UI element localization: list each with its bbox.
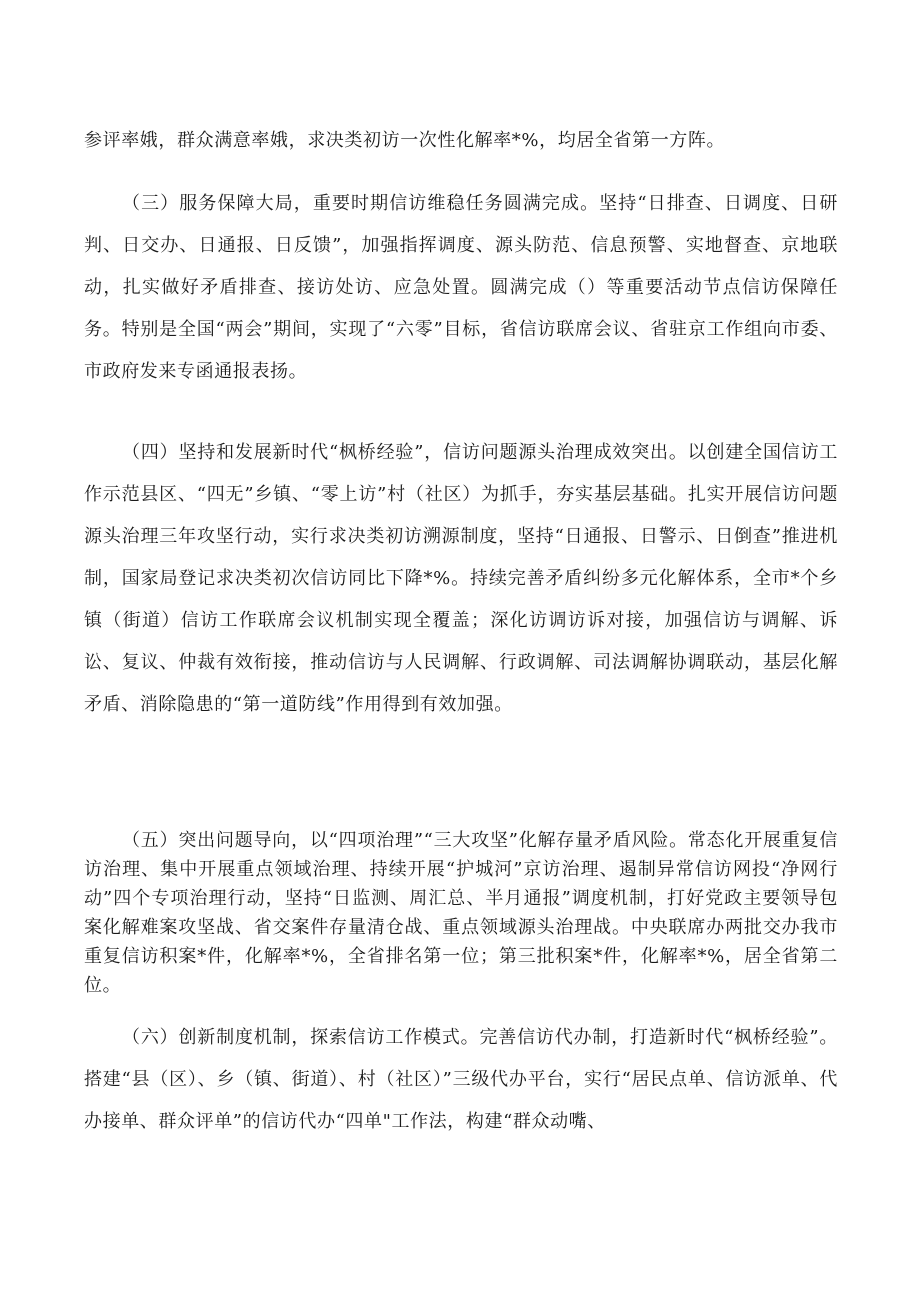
paragraph-continuation: 参评率娥，群众满意率娥，求决类初访一次性化解率*%，均居全省第一方阵。 <box>84 130 726 151</box>
paragraph-section-4: （四）坚持和发展新时代“枫桥经验”，信访问题源头治理成效突出。以创建全国信访工作示范县区、“四无”乡镇、“零上访”村（社区）为抓手，夯实基层基础。扎实开展信访问题源头治理三年攻坚行动，实行求决类初访溯源制度，坚持“日通报、日警示、日倒查”推进机制，国家局登记求决类初次信访同比下降*%。持续完善矛盾纠纷多元化解体系，全市*个乡镇（街道）信访工作联席会议机制实现全覆盖；深化访调访诉对接，加强信访与调解、诉讼、复议、仲裁有效衔接，推动信访与人民调解、行政调解、司法调解协调联动，基层化解矛盾、消除隐患的“第一道防线”作用得到有效加强。 <box>84 442 838 715</box>
paragraph-section-5: （五）突出问题导向，以“四项治理”“三大攻坚”化解存量矛盾风险。常态化开展重复信访治理、集中开展重点领域治理、持续开展“护城河”京访治理、遏制异常信访网投“净网行动”四个专项治理行动，坚持“日监测、周汇总、半月通报”调度机制，打好党政主要领导包案化解难案攻坚战、省交案件存量清仓战、重点领域源头治理战。中央联席办两批交办我市重复信访积案*件，化解率*%，全省排名第一位；第三批积案*件，化解率*%，居全省第二位。 <box>84 830 838 996</box>
paragraph-section-6: （六）创新制度机制，探索信访工作模式。完善信访代办制，打造新时代“枫桥经验”。搭建“县（区）、乡（镇、街道）、村（社区）”三级代办平台，实行“居民点单、信访派单、代办接单、群众评单”的信访代办“四单"工作法，构建“群众动嘴、 <box>84 1027 838 1132</box>
paragraph-section-3: （三）服务保障大局，重要时期信访维稳任务圆满完成。坚持“日排查、日调度、日研判、日交办、日通报、日反馈”，加强指挥调度、源头防范、信息预警、实地督查、京地联动，扎实做好矛盾排查、接访处访、应急处置。圆满完成（）等重要活动节点信访保障任务。特别是全国“两会”期间，实现了“六零”目标，省信访联席会议、省驻京工作组向市委、市政府发来专函通报表扬。 <box>84 193 838 382</box>
